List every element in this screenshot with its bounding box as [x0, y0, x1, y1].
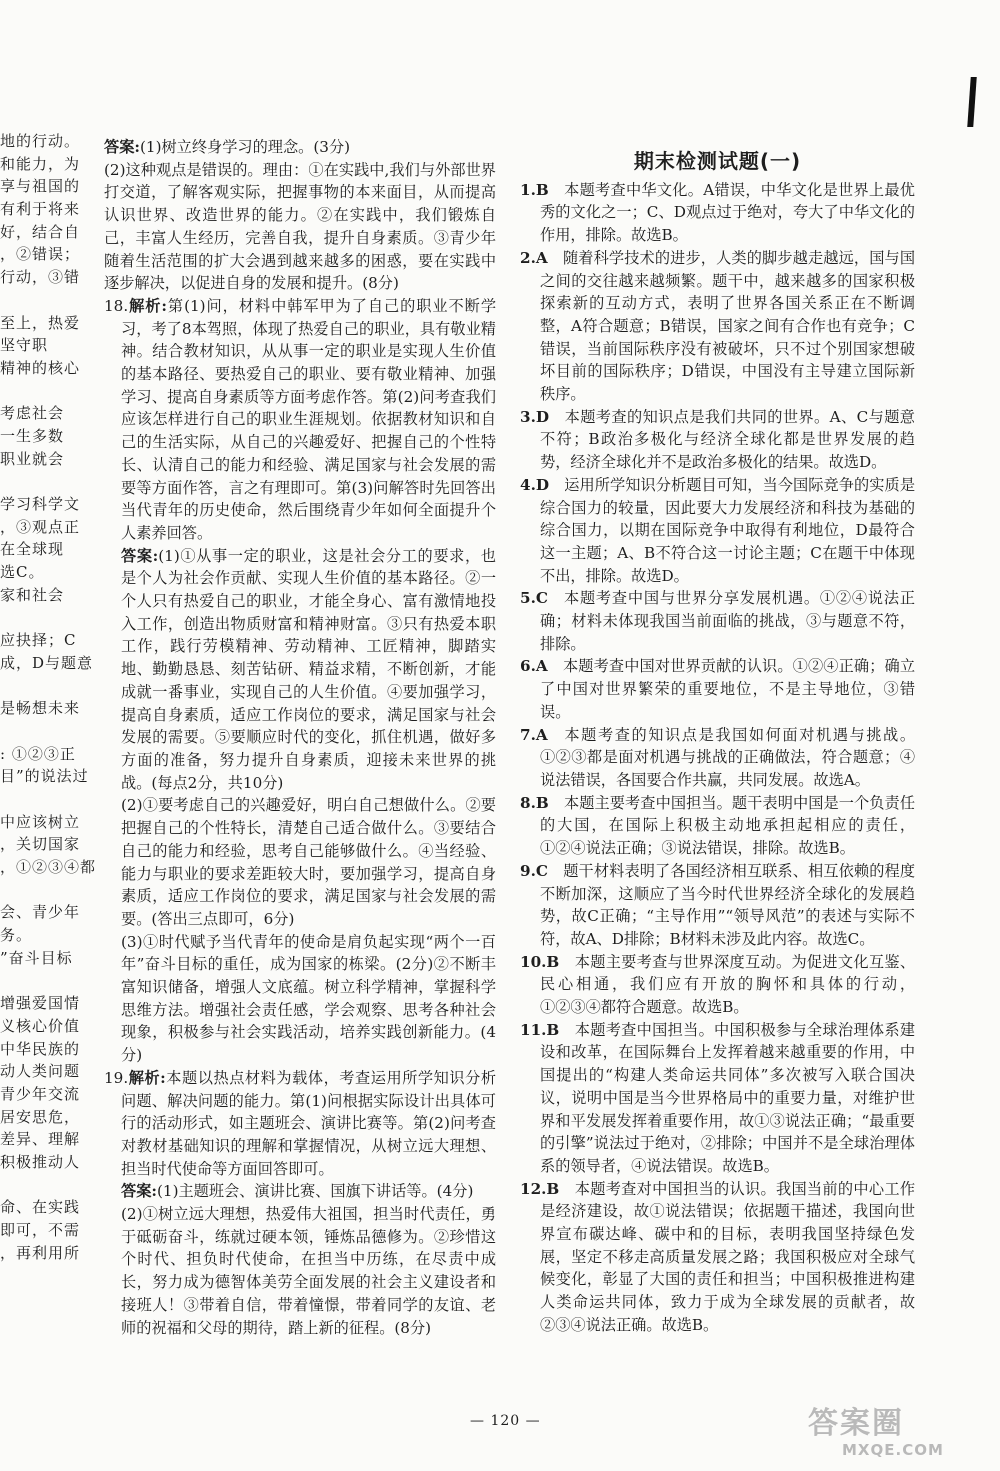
left-fragment-line — [0, 380, 98, 403]
left-fragment-line: 行动，③错 — [0, 268, 81, 287]
left-fragment-line: 享与祖国的 — [0, 177, 81, 196]
q18-answer-part2: (2)①要考虑自己的兴趣爱好，明白自己想做什么。②要把握自己的个性特长，清楚自己适合做什么。③要结合自己的能力和经验，思考自己能够做什么。④当经验、能力与职业的要求差距较大时，要加强学习，提高自身素质，适应工作岗位的要求，满足国家与社会发展的需要。(答出三点即可，6分) — [121, 796, 496, 928]
left-fragment-line: 一生多数 — [0, 426, 65, 445]
answer-item-text: 本题考查中华文化。A错误，中华文化是世界上最优秀的文化之一；C、D观点过于绝对，夸大了中华文化的作用，排除。故选B。 — [540, 180, 915, 245]
left-fragment-line: 地的行动。 — [0, 132, 81, 150]
answer-item — [520, 474, 915, 588]
answer-item-text: 运用所学知识分析题目可知，当今国际竞争的实质是综合国力的较量，因此要大力发展经济和科技为基础的综合国力，以期在国际竞争中取得有利地位，D最符合这一主题；A、B不符合这一讨论主题；C在题干中体现不出，排除。故选D。 — [540, 475, 915, 585]
left-fragment-line: 会、青少年 — [0, 903, 81, 922]
left-fragment-line: ”奋斗目标 — [0, 948, 73, 967]
q19-analysis: 19.解析:本题以热点材料为载体，考查运用所学知识分析问题、解决问题的能力。第(1)问根据实际设计出具体可行的活动形式，如主题班会、演讲比赛等。第(2)问考查对教材基础知识的理解和掌握情况，从树立远大理想、担当时代使命等方面回答即可。 — [104, 1068, 497, 1178]
left-answer-column — [104, 136, 496, 1339]
left-fragment-line: 增强爱国情 — [0, 994, 81, 1013]
q19-answer-part2: (2)①树立远大理想，热爱伟大祖国，担当时代责任，勇于砥砺奋斗，练就过硬本领，锤炼品德修为。②珍惜这个时代、担负时代使命，在担当中历练，在尽责中成长，努力成为德智体美劳全面发展的社会主义建设者和接班人！③带着自信，带着憧憬，带着同学的友谊、老师的祝福和父母的期待，踏上新的征程。(8分) — [121, 1205, 496, 1337]
watermark-url: MXQE.COM — [842, 1441, 944, 1459]
answer-item-text: 本题考查的知识点是我们共同的世界。A、C与题意不符；B政治多极化与经济全球化都是世界发展的趋势，经济全球化并不是政治多极化的结果。故选D。 — [540, 407, 915, 472]
left-fragment-line: 中应该树立 — [0, 812, 81, 831]
answer-item-number: 12.B — [520, 1179, 560, 1198]
left-fragment-line — [0, 470, 98, 493]
answer-item-number: 3.D — [520, 407, 550, 426]
answer-item-number: 1.B — [520, 180, 549, 199]
answer-item — [520, 247, 915, 406]
answer-item-text: 本题考查中国担当。中国积极参与全球治理体系建设和改革，在国际舞台上发挥着越来越重要的作用，中国提出的“构建人类命运共同体”多次被写入联合国决议，说明中国是当今世界格局中的重要力量，对维护世界和平发展发挥着重要作用，故①③说法正确；“最重要的引擎”说法过于绝对，②排除；中国并不是全球治理体系的领导者，④说法错误。故选B。 — [540, 1020, 915, 1175]
answer-item-number: 4.D — [520, 475, 550, 494]
left-fragment-line: 差异、理解 — [0, 1130, 81, 1149]
left-fragment-line: 学习科学文 — [0, 495, 81, 513]
answer-item — [520, 179, 915, 247]
left-fragment-line — [0, 675, 98, 698]
left-fragment-line: ，①②③④都 — [0, 858, 97, 876]
left-fragment-line: 坚守职 — [0, 336, 49, 355]
answer-list — [520, 179, 915, 1337]
left-fragment-line: 至上，热爱 — [0, 313, 81, 332]
left-fragment-line — [0, 969, 98, 992]
left-fragment-line — [0, 289, 98, 312]
left-fragment-line: ，再利用所 — [0, 1243, 81, 1262]
answer-item-text: 本题考查的知识点是我国如何面对机遇与挑战。①②③都是面对机遇与挑战的正确做法，符合题意；④说法错误，各国要合作共赢，共同发展。故选A。 — [540, 725, 915, 789]
left-fragment-line: : ①②③正 — [0, 744, 76, 763]
left-fragment-line: 在全球现 — [0, 540, 65, 559]
answer-item-text: 题干材料表明了各国经济相互联系、相互依赖的程度不断加深，这顺应了当今时代世界经济全球化的发展趋势，故C正确；“主导作用”“领导风范”的表述与实际不符，故A、D排除；B材料未涉及此内容。故选C。 — [540, 861, 915, 948]
answer-item — [520, 792, 915, 860]
left-fragment-line: 即可，不需 — [0, 1221, 81, 1239]
page-number: — 120 — — [470, 1413, 541, 1429]
left-fragment-line: 务。 — [0, 926, 33, 945]
left-fragment-line: 积极推动人 — [0, 1152, 81, 1171]
left-fragment-line: 是畅想未来 — [0, 699, 81, 718]
left-fragment-line: 命、在实践 — [0, 1198, 81, 1217]
answer-item-text: 本题考查中国对世界贡献的认识。①②④正确；确立了中国对世界繁荣的重要地位，不是主导地位，③错误。 — [540, 657, 915, 721]
answer-label: 答案: — [104, 138, 140, 156]
left-column-fragments — [0, 130, 98, 1264]
answer-item-text: 本题主要考查与世界深度互动。为促进文化互鉴、民心相通，我们应有开放的胸怀和具体的行动，①②③④都符合题意。故选B。 — [540, 952, 915, 1017]
answer-item-number: 2.A — [520, 248, 548, 267]
q19-answer: 答案:(1)主题班会、演讲比赛、国旗下讲话等。(4分) — [121, 1182, 474, 1201]
answer-item-text: 本题考查中国与世界分享发展机遇。①②④说法正确；材料未体现我国当前面临的挑战，③与题意不符，排除。 — [540, 589, 915, 653]
answer-item-number: 11.B — [520, 1020, 560, 1039]
left-fragment-line: 青少年交流 — [0, 1084, 81, 1103]
watermark-logo: 答案圈 — [808, 1406, 904, 1441]
left-fragment-line — [0, 1174, 98, 1197]
left-fragment-line: 好，结合自 — [0, 222, 81, 241]
left-fragment-line: 应抉择；C — [0, 631, 77, 650]
q18-answer: 答案:(1)①从事一定的职业，这是社会分工的要求，也是个人为社会作贡献、实现人生价值的基本路径。②一个人只有热爱自己的职业，才能全身心、富有激情地投入工作，创造出物质财富和精神财富。③只有热爱本职工作，践行劳模精神、劳动精神、工匠精神，脚踏实地、勤勤恳恳、刻苦钻研、精益求精，不断创新，才能成就一番事业，实现自己的人生价值。④要加强学习，提高自身素质，适应工作岗位的要求，满足国家与社会发展的需要。⑤要顺应时代的变化，抓住机遇，做好多方面的准备，努力提升自身素质，迎接未来世界的挑战。(每点2分，共10分) — [121, 546, 496, 792]
answer-item-number: 10.B — [520, 952, 560, 971]
q18-answer-part3: (3)①时代赋予当代青年的使命是肩负起实现“两个一百年”奋斗目标的重任，成为国家的栋梁。(2分)②不断丰富知识储备，增强人文底蕴。树立科学精神，掌握科学思维方法。增强社会责任感，学会观察、思考各种社会现象，积极参与社会实践活动，培养实践创新能力。(4分) — [121, 932, 496, 1065]
left-fragment-line: 家和社会 — [0, 585, 65, 604]
left-fragment-line: 中华民族的 — [0, 1039, 81, 1058]
answer-item — [520, 1019, 915, 1178]
left-fragment-line: ，②错误； — [0, 245, 81, 264]
left-fragment-line — [0, 788, 98, 811]
answer-item — [520, 406, 915, 474]
left-fragment-line: 精神的核心 — [0, 358, 81, 377]
answer-item-number: 8.B — [520, 793, 549, 812]
left-fragment-line — [0, 720, 98, 743]
q17-answer-part2: (2)这种观点是错误的。理由：①在实践中,我们与外部世界打交道，了解客观实际，把握事物的本来面目，从而提高认识世界、改造世界的能力。②在实践中，我们锻炼自己，丰富人生经历，完善自我，提升自身素质。③青少年随着生活范围的扩大会遇到越来越多的困惑，要在实践中逐步解决，以促进自身的发展和提升。(8分) — [104, 160, 496, 293]
left-fragment-line: 有利于将来 — [0, 200, 81, 219]
right-answer-column — [520, 150, 915, 1337]
left-fragment-line: 动人类问题 — [0, 1062, 81, 1081]
left-fragment-line: 居安思危， — [0, 1107, 81, 1126]
answer-item — [520, 951, 915, 1019]
left-fragment-line: 职业就会 — [0, 449, 65, 468]
answer-item — [520, 587, 915, 655]
answer-item-number: 9.C — [520, 861, 548, 880]
answer-item-text: 随着科学技术的进步，人类的脚步越走越远，国与国之间的交往越来越频繁。题干中，越来越多的国家积极探索新的互动方式，表明了世界各国关系正在不断调整，A符合题意；B错误，国家之间有合作也有竞争；C错误，当前国际秩序没有被破坏，只不过个别国家想破坏目前的国际秩序；D错误，中国没有主导建立国际新秩序。 — [540, 248, 915, 404]
answer-item — [520, 1178, 915, 1337]
left-fragment-line: 目”的说法过 — [0, 767, 89, 786]
left-fragment-line: ，③观点正 — [0, 517, 81, 536]
q17-answer: 答案:(1)树立终身学习的理念。(3分) — [104, 138, 351, 156]
answer-item — [520, 860, 915, 951]
left-fragment-line: 和能力，为 — [0, 154, 81, 173]
answer-item-text: 本题考查对中国担当的认识。我国当前的中心工作是经济建设，故①说法错误；依据题干描述，我国向世界宣布碳达峰、碳中和的目标，表明我国坚持绿色发展，坚定不移走高质量发展之路；我国积极应对全球气候变化，彰显了大国的责任和担当；中国积极推进构建人类命运共同体，致力于成为全球发展的贡献者，故②③④说法正确。故选B。 — [540, 1179, 915, 1334]
q18-analysis: 18.解析:第(1)问，材料中韩军甲为了自己的职业不断学习，考了8本驾照，体现了热爱自己的职业，具有敬业精神。结合教材知识，从从事一定的职业是实现人生价值的基本路径、要热爱自己的职业、要有敬业精神、加强学习、提高自身素质等方面考虑作答。第(2)问考查我们应该怎样进行自己的职业生涯规划。依据教材知识和自己的生活实际，从自己的兴趣爱好、把握自己的个性特长、认清自己的能力和经验、满足国家与社会发展的需要等方面作答，言之有理即可。第(3)问解答时先回答出当代青年的历史使命，然后围绕青少年如何全面提升个人素养回答。 — [104, 296, 497, 542]
answer-item-number: 7.A — [520, 725, 548, 744]
answer-item — [520, 724, 915, 792]
left-fragment-line — [0, 606, 98, 629]
answer-item — [520, 655, 915, 723]
left-fragment-line: 考虑社会 — [0, 404, 65, 423]
left-fragment-line: ，关切国家 — [0, 835, 81, 854]
left-fragment-line — [0, 879, 98, 902]
left-fragment-line: 选C。 — [0, 563, 45, 582]
left-fragment-line: 义核心价值 — [0, 1016, 81, 1035]
left-fragment-line: 成，D与题意 — [0, 653, 94, 672]
answer-item-text: 本题主要考查中国担当。题干表明中国是一个负责任的大国，在国际上积极主动地承担起相应的责任，①②④说法正确；③说法错误，排除。故选B。 — [540, 793, 915, 858]
page-title: 期末检测试题(一) — [633, 149, 802, 173]
binding-mark — [967, 77, 976, 127]
answer-item-number: 5.C — [520, 589, 548, 608]
answer-item-number: 6.A — [520, 657, 548, 676]
